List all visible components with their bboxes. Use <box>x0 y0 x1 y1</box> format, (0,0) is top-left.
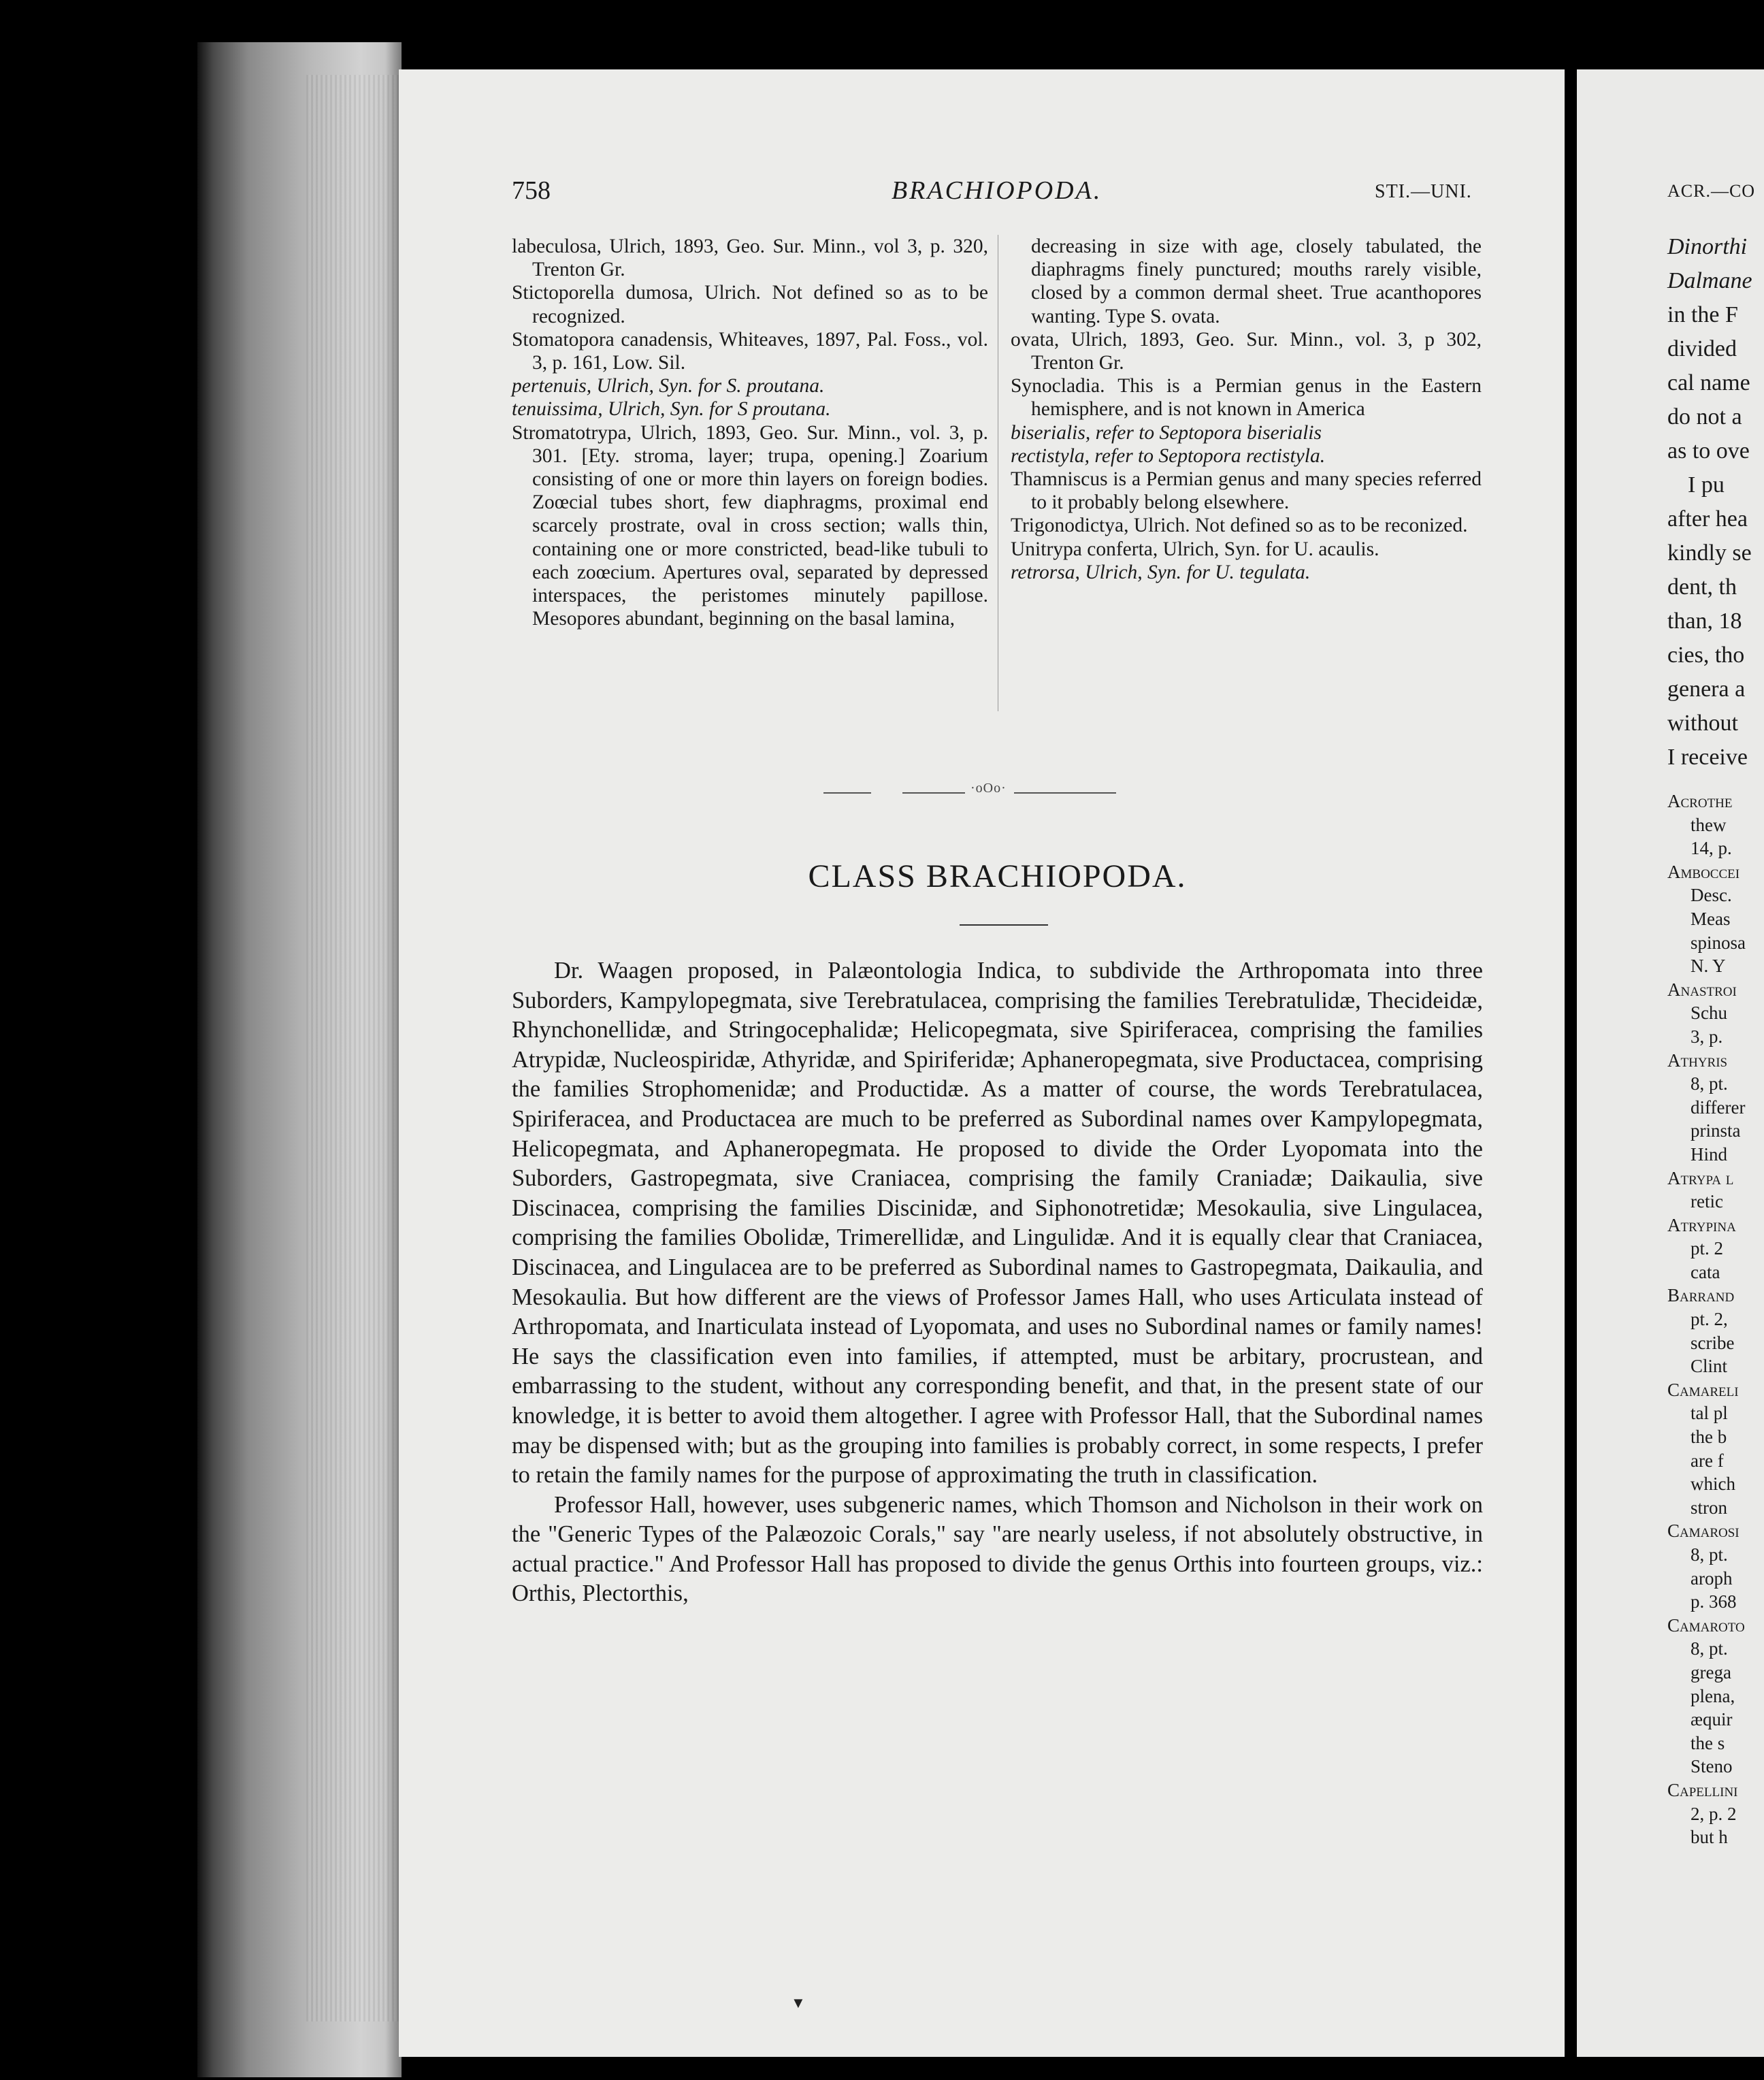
next-page-list-line: stron <box>1690 1497 1727 1518</box>
next-page-list-line: Camareli <box>1667 1379 1739 1400</box>
heading-rule <box>960 924 1048 926</box>
next-page-list-line: Capellini <box>1667 1779 1738 1800</box>
next-page-list-line: Camarosi <box>1667 1521 1740 1542</box>
left-column <box>512 235 988 630</box>
next-page-list-line: the s <box>1690 1732 1725 1753</box>
next-page-body <box>1667 230 1752 775</box>
entry: decreasing in size with age, closely tabulated, the diaphragms finely punctured; mouths rarely visible, closed by a common dermal sheet. True acanthopores wanting. Type S. ovata. <box>1031 235 1482 327</box>
entry: Synocladia. This is a Permian genus in the Eastern hemisphere, and is not known in America <box>1011 375 1482 421</box>
next-page-list-line: thew <box>1690 814 1727 835</box>
next-page-line: Dinorthi <box>1667 234 1748 259</box>
next-page-line: than, 18 <box>1667 608 1742 634</box>
body-paragraph: Professor Hall, however, uses subgeneric names, which Thomson and Nicholson in their work on the "Generic Types of the Palæozoic Corals," say "are nearly useless, if not absolutely obstructive, in actual practice." And Professor Hall has proposed to divide the genus Orthis into fourteen groups, viz.: Orthis, Plectorthis, <box>512 1491 1483 1607</box>
book-page-edges-texture <box>306 75 402 2021</box>
entry: tenuissima, Ulrich, Syn. for S proutana. <box>512 398 831 421</box>
next-page-line: kindly se <box>1667 540 1752 566</box>
next-page-list-line: 8, pt. <box>1690 1073 1728 1094</box>
next-page-list-line: retic <box>1690 1191 1723 1212</box>
next-page-line: dent, th <box>1667 574 1737 600</box>
next-page-list-line: Meas <box>1690 908 1731 929</box>
entry: Trigonodictya, Ulrich. Not defined so as to be reconized. <box>1011 515 1468 537</box>
next-page-list-line: tal pl <box>1690 1403 1728 1424</box>
ornament-rule <box>902 792 965 794</box>
next-page-list-line: Amboccei <box>1667 861 1740 882</box>
next-page-line: cies, tho <box>1667 643 1745 668</box>
next-page-line: without <box>1667 711 1738 736</box>
entry: labeculosa, Ulrich, 1893, Geo. Sur. Minn., vol 3, p. 320, Trenton Gr. <box>512 235 988 281</box>
entry: biserialis, refer to Septopora biserialis <box>1011 421 1322 444</box>
next-page-list-line: Clint <box>1690 1356 1728 1377</box>
next-page-list-line: aroph <box>1690 1567 1733 1589</box>
next-page-list-line: plena, <box>1690 1685 1735 1706</box>
entry: rectistyla, refer to Septopora rectistyla. <box>1011 444 1326 467</box>
entry: Unitrypa conferta, Ulrich, Syn. for U. acaulis. <box>1011 538 1379 560</box>
next-page-line: I receive <box>1667 745 1748 770</box>
entry: ovata, Ulrich, 1893, Geo. Sur. Minn., vol. 3, p 302, Trenton Gr. <box>1011 328 1482 374</box>
next-page-line: I pu <box>1688 472 1725 498</box>
next-page-list-line: 14, p. <box>1690 838 1732 859</box>
book-gutter <box>1565 41 1577 2076</box>
next-page-line: genera a <box>1667 677 1746 702</box>
entry: Stromatotrypa, Ulrich, 1893, Geo. Sur. Minn., vol. 3, p. 301. [Ety. stroma, layer; trupa, opening.] Zoarium consisting of one or more thin layers on foreign bodies. Zoœcial tubes short, few diaphragms, proximal end scarcely prostrate, oval in cross section; walls thin, containing one or more constricted, bead-like tubuli to each zoœcium. Apertures oval, separated by depressed interspaces, the peristomes minutely papillose. Mesopores abundant, beginning on the basal lamina, <box>512 421 988 630</box>
next-page-list-line: differer <box>1690 1096 1746 1118</box>
next-page-list-line: 3, p. <box>1690 1026 1723 1047</box>
next-page-list-line: grega <box>1690 1661 1731 1683</box>
next-page-list-line: prinsta <box>1690 1120 1741 1141</box>
next-page-line: Dalmane <box>1667 268 1752 293</box>
running-range: STI.—UNI. <box>1375 181 1472 202</box>
entry: retrorsa, Ulrich, Syn. for U. tegulata. <box>1011 561 1311 583</box>
next-page-list-line: Barrand <box>1667 1285 1735 1306</box>
next-page-line: in the F <box>1667 302 1738 327</box>
next-page-list-line: 8, pt. <box>1690 1544 1728 1565</box>
next-page-list-line: pt. 2, <box>1690 1309 1728 1330</box>
next-page-line: divided <box>1667 336 1737 361</box>
next-page-list-line: are f <box>1690 1450 1724 1471</box>
page-number: 758 <box>512 176 551 205</box>
next-page-list-line: cata <box>1690 1261 1720 1282</box>
next-page-list-line: Hind <box>1690 1143 1727 1165</box>
body-paragraph: Dr. Waagen proposed, in Palæontologia Indica, to subdivide the Arthropomata into three Suborders, Kampylopegmata, sive Terebratulacea, comprising the families Terebratulidæ, Thecideidæ, Rhynchonellidæ, and Stringocephalidæ; Helicopegmata, sive Spiriferacea, comprising the families Atrypidæ, Nucleospiridæ, Athyridæ, and Spiriferidæ; Aphaneropegmata, sive Productacea, comprising the families Strophomenidæ; and Productidæ. As a matter of course, the words Terebratulacea, Spiriferacea, and Productacea are much to be preferred as Subordinal names over Kampylopegmata, Helicopegmata, and Aphaneropegmata. He proposed to divide the Order Lyopomata into the Suborders, Gastropegmata, sive Craniacea, comprising the family Craniadæ; Daikaulia, sive Discinacea, comprising the families Discinidæ, and Siphonotretidæ; Mesokaulia, sive Lingulacea, comprising the families Obolidæ, Trimerellidæ, and Lingulidæ. And it is equally clear that Craniacea, Discinacea, and Lingulacea are to be preferred as Subordinal names to Gastropegmata, Daikaulia, and Mesokaulia. But how different are the views of Professor James Hall, who uses Articulata instead of Arthropomata, and Inarticulata instead of Lyopomata, and uses no Subordinal names or family names! He says the classification even into families, if attempted, must be arbitary, procrustean, and embarrassing to the student, without any corresponding benefit, and that, in the present state of our knowledge, it is better to avoid them altogether. I agree with Professor Hall, that the Subordinal names may be dispensed with; but as the grouping into families is probably correct, in some respects, I prefer to retain the family names for the purpose of approximating the truth in classification. <box>512 958 1483 1489</box>
next-page-list-line: scribe <box>1690 1332 1735 1353</box>
next-page-list-line: p. 368 <box>1690 1591 1737 1612</box>
page-mark: ▼ <box>791 1994 806 2011</box>
next-page-range: ACR.—CO <box>1667 181 1756 201</box>
next-page-list-line: Camaroto <box>1667 1614 1745 1636</box>
ornament-glyph: ·oOo· <box>970 781 1007 796</box>
next-page-list-line: Atrypa l <box>1667 1167 1734 1188</box>
entry: Stictoporella dumosa, Ulrich. Not defined so as to be recognized. <box>512 282 988 327</box>
next-page-list-line: 2, p. 2 <box>1690 1803 1737 1824</box>
next-page-list <box>1667 790 1746 1849</box>
body-text <box>512 956 1483 1609</box>
next-page-list-line: Acrothe <box>1667 791 1733 811</box>
entry: Stomatopora canadensis, Whiteaves, 1897, Pal. Foss., vol. 3, p. 161, Low. Sil. <box>512 328 988 374</box>
next-page-list-line: but h <box>1690 1827 1728 1848</box>
next-page-line: do not a <box>1667 404 1742 429</box>
next-page-list-line: 8, pt. <box>1690 1638 1728 1659</box>
next-page-list-line: Atrypina <box>1667 1214 1736 1235</box>
entry: Thamniscus is a Permian genus and many species referred to it probably belong elsewhere. <box>1011 468 1482 514</box>
next-page-line: cal name <box>1667 370 1750 395</box>
next-page-line: after hea <box>1667 506 1748 532</box>
next-page-list-line: æquir <box>1690 1709 1733 1730</box>
next-page-line: as to ove <box>1667 438 1750 464</box>
next-page-list-line: the b <box>1690 1427 1727 1448</box>
next-page-list-line: Athyris <box>1667 1050 1728 1071</box>
next-page-list-line: pt. 2 <box>1690 1238 1724 1259</box>
next-page-list-line: Desc. <box>1690 885 1732 906</box>
running-title: BRACHIOPODA. <box>892 176 1102 205</box>
next-page-list-line: Anastroi <box>1667 979 1737 1000</box>
next-page-list-line: N. Y <box>1690 956 1726 977</box>
next-page-list-line: Steno <box>1690 1756 1733 1777</box>
ornament-rule <box>823 792 871 794</box>
next-page-list-line: spinosa <box>1690 932 1746 953</box>
next-page-list-line: which <box>1690 1474 1735 1495</box>
section-ornament <box>823 781 1150 800</box>
right-column <box>1011 235 1482 584</box>
entry: pertenuis, Ulrich, Syn. for S. proutana. <box>512 375 825 397</box>
ornament-rule <box>1014 792 1116 794</box>
next-page-list-line: Schu <box>1690 1003 1727 1024</box>
class-heading: CLASS BRACHIOPODA. <box>808 858 1187 894</box>
